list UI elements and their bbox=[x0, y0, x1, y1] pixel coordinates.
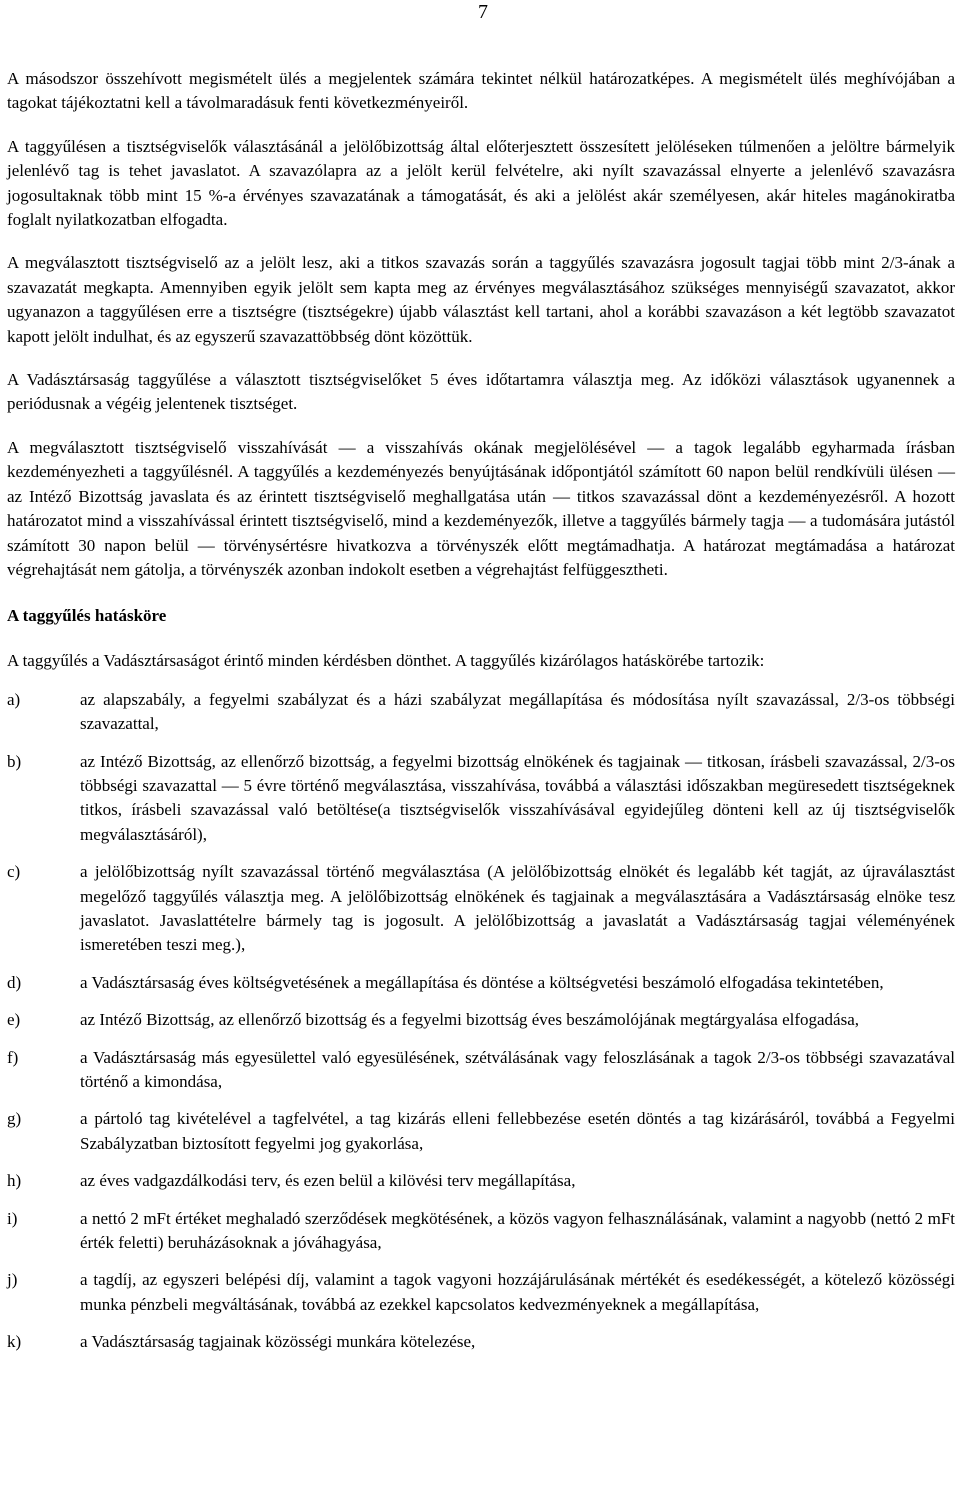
paragraph-recall: A megválasztott tisztségviselő visszahívását — a visszahívás okának megjelölésével — a tagok legalább egyharmada írásban kezdeményezheti a taggyűlésnél. A taggyűlés a kezdeményezés benyújtásának időpontjától számított 60 napon belül rendkívüli ülésen — az Intéző Bizottság javaslata és az érintett tisztségviselő meghallgatása után — titkos szavazással dönt a kezdeményezésről. A hozott határozatot mind a visszahívással érintett tisztségviselő, mind a kezdeményezők, illetve a taggyűlés bármely tagja — a tudomására jutástól számított 30 napon belül — törvénysértésre hivatkozva a törvényszék előtt megtámadhatja. A határozat megtámadása a határozat végrehajtását nem gátolja, a törvényszék azonban indokolt esetben a végrehajtást felfüggesztheti. bbox=[7, 437, 955, 579]
list-marker: c) bbox=[7, 862, 21, 882]
list-marker: d) bbox=[7, 972, 22, 992]
list-item bbox=[7, 1207, 955, 1256]
list-item bbox=[7, 971, 955, 995]
list-marker: a) bbox=[7, 689, 21, 709]
list-marker: i) bbox=[7, 1208, 18, 1228]
list-marker: e) bbox=[7, 1010, 21, 1030]
paragraph-repeat-meeting: A másodszor összehívott megismételt ülés a megjelentek számára tekintet nélkül határozatképes. A megismételt ülés meghívójában a tagokat tájékoztatni kell a távolmaradásuk fenti következményeiről. bbox=[7, 69, 955, 113]
list-item-text: az alapszabály, a fegyelmi szabályzat és a házi szabályzat megállapítása és módosítása nyílt szavazással, 2/3-os többségi szavazattal, bbox=[80, 689, 955, 734]
section-heading: A taggyűlés hatásköre bbox=[7, 606, 167, 626]
list-item-text: az Intéző Bizottság, az ellenőrző bizottság és a fegyelmi bizottság éves beszámolójának megtárgyalása elfogadása, bbox=[80, 1010, 860, 1030]
competence-list bbox=[7, 688, 955, 1355]
list-item bbox=[7, 688, 955, 737]
list-item bbox=[7, 750, 955, 848]
page-number: 7 bbox=[478, 1, 488, 23]
list-marker: h) bbox=[7, 1171, 22, 1191]
paragraph-nomination: A taggyűlésen a tisztségviselők választásánál a jelölőbizottság által előterjesztett összesített jelöléseken túlmenően a jelöltre bármelyik jelenlévő tag is tehet javaslatot. A szavazólapra az a jelölt kerül felvételre, aki nyílt szavazással elnyerte a jelenlévő szavazásra jogosultaknak több mint 15 %-a érvényes szavazatának a támogatását, és aki a jelölést akár személyesen, akár hiteles magánokiratba foglalt nyilatkozatban elfogadta. bbox=[7, 136, 955, 230]
list-item-text: a nettó 2 mFt értéket meghaladó szerződések megkötésének, a közös vagyon felhasználásának, valamint a nagyobb (nettó 2 mFt érték feletti) beruházásoknak a jóváhagyása, bbox=[80, 1208, 955, 1253]
list-marker: k) bbox=[7, 1332, 22, 1352]
list-item bbox=[7, 1046, 955, 1095]
intro-paragraph: A taggyűlés a Vadásztársaságot érintő minden kérdésben dönthet. A taggyűlés kizárólagos hatáskörébe tartozik: bbox=[7, 651, 765, 671]
list-item-text: a tagdíj, az egyszeri belépési díj, valamint a tagok vagyoni hozzájárulásának mértékét és esedékességét, a kötelező közösségi munka pénzbeli megváltásának, továbbá az ezekkel kapcsolatos kedvezményeknek a megállapítása, bbox=[80, 1270, 955, 1314]
list-item bbox=[7, 1107, 955, 1156]
list-item bbox=[7, 860, 955, 958]
list-item-text: az éves vadgazdálkodási terv, és ezen belül a kilövési terv megállapítása, bbox=[80, 1171, 576, 1191]
list-marker: g) bbox=[7, 1109, 22, 1129]
list-item-text: a Vadásztársaság éves költségvetésének a megállapítása és döntése a költségvetési beszámoló elfogadása tekintetében, bbox=[80, 972, 884, 992]
list-item bbox=[7, 1169, 955, 1193]
list-item-text: a Vadásztársaság más egyesülettel való egyesülésének, szétválásának vagy feloszlásának a tagok 2/3-os többségi szavazatával történő a kimondása, bbox=[80, 1047, 955, 1091]
list-item-text: a jelölőbizottság nyílt szavazással történő megválasztása (A jelölőbizottság elnökét és legalább két tagját, az újraválasztást megelőző taggyűlés választja meg. A jelölőbizottság elnökének és tagjainak a megválasztására a Vadásztársaság elnöke tesz javaslatot. Javaslattételre bármely tag is jogosult. A jelölőbizottság a javaslatát a Vadásztársaság tagjai véleményének ismeretében teszi meg.), bbox=[80, 862, 955, 955]
document-body bbox=[7, 67, 955, 1368]
list-marker: j) bbox=[7, 1270, 18, 1290]
paragraph-election-result: A megválasztott tisztségviselő az a jelölt lesz, aki a titkos szavazás során a taggyűlés szavazásra jogosult tagjai több mint 2/3-ának a szavazatát megkapta. Amennyiben egyik jelölt sem kapta meg az érvényes megválasztásához szükséges mennyiségű szavazatot, akkor ugyanazon a taggyűlésen erre a tisztségre (tisztségekre) újabb választást kell tartani, ahol a korábbi szavazáson a két legtöbb szavazatot kapott jelölt indulhat, és az egyszerű szavazattöbbség dönt közöttük. bbox=[7, 253, 955, 346]
list-marker: b) bbox=[7, 751, 22, 771]
list-item bbox=[7, 1330, 955, 1354]
list-marker: f) bbox=[7, 1047, 19, 1067]
list-item bbox=[7, 1268, 955, 1317]
list-item bbox=[7, 1008, 955, 1032]
list-item-text: a pártoló tag kivételével a tagfelvétel, a tag kizárás elleni fellebbezése esetén döntés a tag kizárásáról, továbbá a Fegyelmi Szabályzatban biztosított fegyelmi jog gyakorlása, bbox=[80, 1109, 955, 1153]
list-item-text: a Vadásztársaság tagjainak közösségi munkára kötelezése, bbox=[80, 1332, 476, 1352]
list-item-text: az Intéző Bizottság, az ellenőrző bizottság, a fegyelmi bizottság elnökének és tagjainak — titkosan, írásbeli szavazással, 2/3-os többségi szavazattal — 5 évre történő megválasztása, visszahívása, továbbá a választási időszakban megüresedett tisztségeknek titkos, írásbeli szavazással való betöltése(a tisztségviselők visszahívásával egyidejűleg dönteni kell az új tisztségviselők megválasztásáról), bbox=[80, 751, 955, 844]
paragraph-term: A Vadásztársaság taggyűlése a választott tisztségviselőket 5 éves időtartamra választja meg. Az időközi választások ugyanennek a periódusnak a végéig jelentenek tisztséget. bbox=[7, 370, 955, 414]
